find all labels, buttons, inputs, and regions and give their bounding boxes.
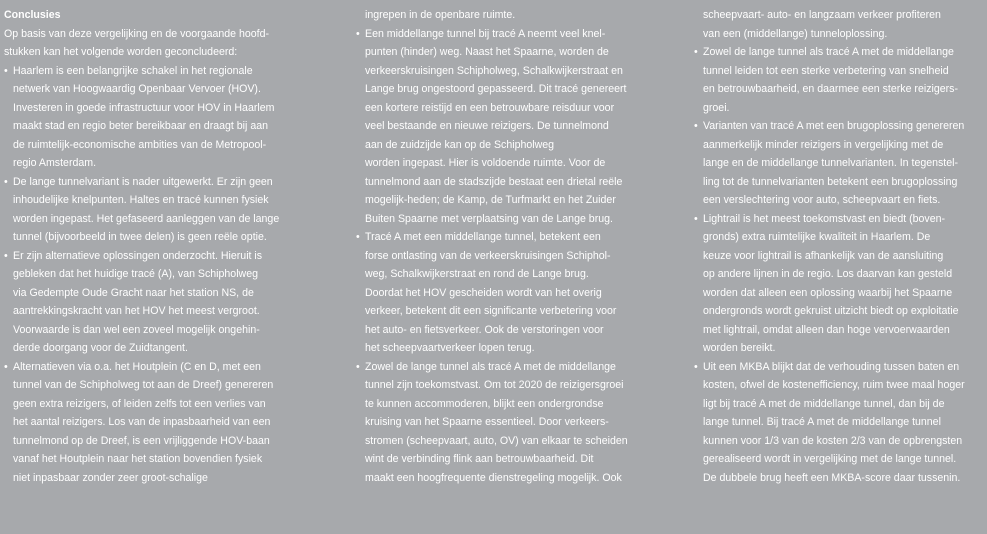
bullet-text-line: keuze voor lightrail is afhankelijk van de aansluiting: [703, 249, 944, 262]
bullet-item: [694, 117, 984, 210]
bullet-text-line: het aantal reizigers. Los van de inpasbaarheid van een: [13, 416, 271, 428]
bullet-text-line: Tracé A met een middellange tunnel, betekent een: [365, 231, 601, 243]
bullet-text-line: Haarlem is een belangrijke schakel in het regionale: [13, 64, 253, 77]
bullet-text-line: Uit een MKBA blijkt dat de verhouding tussen baten en: [703, 360, 960, 373]
bullet-text-line: een verslechtering voor auto, scheepvaart en fiets.: [703, 194, 941, 206]
bullet-text-line: worden ingepast. Het gefaseerd aanleggen van de lange: [13, 212, 280, 225]
bullet-text-line: lange tunnel. Bij tracé A met de middellange tunnel: [703, 416, 941, 428]
bullet-item: [694, 43, 984, 117]
bullet-text-line: het auto- en fietsverkeer. Ook de verstoringen voor: [365, 323, 604, 336]
bullet-text-line: mogelijk-heden; de Kamp, de Turfmarkt en het Zuider: [365, 194, 616, 206]
bullet-glyph: •: [694, 212, 698, 225]
bullet-glyph: •: [694, 46, 698, 58]
bullet-text-line: tunnel leiden tot een sterke verbetering van snelheid: [703, 64, 949, 77]
bullet-item: [694, 210, 984, 358]
bullet-text-line: gerealiseerd wordt in vergelijking met de lange tunnel.: [703, 453, 957, 465]
bullet-text-line: Doordat het HOV gescheiden wordt van het overig: [365, 286, 602, 299]
bullet-text-line: niet inpasbaar zonder zeer groot-schalige: [13, 471, 208, 484]
bullet-text-line: veel bestaande en nieuwe reizigers. De tunnelmond: [365, 120, 609, 132]
bullet-glyph: •: [694, 360, 698, 373]
intro-line: Op basis van deze vergelijking en de voorgaande hoofd-: [4, 27, 270, 40]
bullet-text-line: De lange tunnelvariant is nader uitgewerkt. Er zijn geen: [13, 175, 273, 188]
bullet-text-line: Alternatieven via o.a. het Houtplein (C en D, met een: [13, 360, 261, 373]
bullet-text-line: Varianten van tracé A met een brugoplossing genereren: [703, 120, 965, 132]
bullet-text-line: worden dat alleen een oplossing waarbij het Spaarne: [703, 286, 953, 299]
bullet-text-line: Zowel de lange tunnel als tracé A met de middellange: [365, 360, 616, 373]
bullet-text-line: een kortere reistijd en een betrouwbare reisduur voor: [365, 101, 615, 114]
bullet-text-line: met lightrail, omdat alleen dan hoge vervoerwaarden: [703, 323, 950, 336]
bullet-item: [4, 247, 322, 358]
bullet-item: [4, 62, 322, 173]
bullet-text-line: Investeren in goede infrastructuur voor HOV in Haarlem: [13, 101, 275, 114]
bullet-text-line: maakt een hoogfrequente dienstregeling mogelijk. Ook: [365, 471, 622, 484]
bullet-text-line: geen extra reizigers, of leiden zelfs tot een verlies van: [13, 397, 266, 410]
bullet-text-line: kosten, ofwel de kostenefficiency, ruim twee maal hoger: [703, 379, 965, 391]
bullet-glyph: •: [4, 249, 8, 262]
bullet-text-line: tunnel zijn toekomstvast. Om tot 2020 de reizigersgroei: [365, 379, 624, 391]
bullet-text-line: te kunnen accommoderen, blijkt een ondergrondse: [365, 397, 604, 410]
column-2: [356, 6, 666, 487]
bullet-text-line: vanaf het Houtplein naar het station bovendien fysiek: [13, 453, 263, 465]
bullet-text-line: inhoudelijke knelpunten. Haltes en tracé kunnen fysiek: [13, 194, 269, 206]
bullet-text-line: netwerk van Hoogwaardig Openbaar Vervoer (HOV).: [13, 83, 261, 95]
continuation-line: van een (middellange) tunneloplossing.: [703, 27, 888, 40]
bullet-text-line: ling tot de tunnelvarianten betekent een brugoplossing: [703, 175, 958, 188]
bullet-text-line: kunnen voor 1/3 van de kosten 2/3 van de opbrengsten: [703, 434, 963, 447]
bullet-text-line: op andere lijnen in de regio. Los daarvan kan gesteld: [703, 268, 953, 280]
bullet-text-line: lange en de middellange tunnelvarianten. In tegenstel-: [703, 157, 959, 169]
bullet-glyph: •: [694, 120, 698, 132]
bullet-text-line: aan de zuidzijde kan op de Schipholweg: [365, 138, 555, 151]
bullet-text-line: het scheepvaartverkeer lopen terug.: [365, 342, 535, 354]
bullet-text-line: stromen (scheepvaart, auto, OV) van elkaar te scheiden: [365, 434, 628, 447]
bullet-glyph: •: [356, 231, 360, 243]
bullet-text-line: regio Amsterdam.: [13, 157, 97, 169]
bullet-text-line: Er zijn alternatieve oplossingen onderzocht. Hieruit is: [13, 249, 263, 262]
bullet-glyph: •: [4, 360, 8, 373]
bullet-text-line: en betrouwbaarheid, en daarmee een sterke reizigers-: [703, 83, 958, 95]
bullet-text-line: tunnel (bijvoorbeeld in twee delen) is geen reële optie.: [13, 231, 267, 243]
bullet-text-line: worden bereikt.: [703, 342, 776, 354]
bullet-text-line: ligt bij tracé A met de middellange tunnel, dan bij de: [703, 397, 945, 410]
bullet-text-line: maakt stad en regio beter bereikbaar en draagt bij aan: [13, 120, 269, 132]
bullet-text-line: Een middellange tunnel bij tracé A neemt veel knel-: [365, 27, 606, 40]
bullet-glyph: •: [356, 360, 360, 373]
bullet-text-line: Buiten Spaarne met verplaatsing van de Lange brug.: [365, 212, 613, 225]
continuation-line: scheepvaart- auto- en langzaam verkeer profiteren: [703, 9, 941, 21]
bullet-glyph: •: [356, 27, 360, 40]
bullet-text-line: gronds) extra ruimtelijke kwaliteit in Haarlem. De: [703, 231, 931, 243]
bullet-item: [356, 358, 666, 488]
column-3: [694, 6, 984, 487]
bullet-text-line: tunnel van de Schipholweg tot aan de Dreef) genereren: [13, 379, 274, 391]
bullet-item: [4, 173, 322, 247]
bullet-item: [4, 358, 322, 488]
bullet-item: [694, 358, 984, 488]
bullet-text-line: ondergronds wordt gekruist uitzicht biedt op exploitatie: [703, 305, 959, 317]
bullet-text-line: forse ontlasting van de verkeerskruisingen Schiphol-: [365, 249, 611, 262]
bullet-text-line: Voorwaarde is dan wel een zoveel mogelijk ongehin-: [13, 323, 260, 336]
bullet-text-line: aantrekkingskracht van het HOV het meest vergroot.: [13, 305, 260, 317]
bullet-text-line: verkeer, betekent dit een significante verbetering voor: [365, 305, 617, 317]
column-1: [4, 6, 322, 487]
bullet-text-line: via Gedempte Oude Gracht naar het station NS, de: [13, 286, 254, 299]
bullet-text-line: de ruimtelijk-economische ambities van de Metropool-: [13, 138, 267, 151]
bullet-item: [356, 228, 666, 358]
bullet-text-line: punten (hinder) weg. Naast het Spaarne, worden de: [365, 46, 609, 58]
bullet-glyph: •: [4, 64, 8, 77]
bullet-text-line: kruising van het Spaarne essentieel. Door verkeers-: [365, 416, 609, 428]
bullet-item: [356, 25, 666, 229]
bullet-text-line: Zowel de lange tunnel als tracé A met de middellange: [703, 46, 954, 58]
bullet-text-line: De dubbele brug heeft een MKBA-score daar tussenin.: [703, 471, 961, 484]
bullet-text-line: derde doorgang voor de Zuidtangent.: [13, 342, 188, 354]
bullet-text-line: aanmerkelijk minder reizigers in vergelijking met de: [703, 138, 944, 151]
bullet-text-line: groei.: [703, 101, 730, 114]
intro-line: stukken kan het volgende worden geconcludeerd:: [4, 46, 238, 58]
bullet-glyph: •: [4, 175, 8, 188]
bullet-text-line: gebleken dat het huidige tracé (A), van Schipholweg: [13, 268, 258, 280]
bullet-text-line: worden ingepast. Hier is voldoende ruimte. Voor de: [365, 157, 606, 169]
bullet-text-line: weg, Schalkwijkerstraat en rond de Lange brug.: [365, 268, 589, 280]
bullet-text-line: tunnelmond op de Dreef, is een vrijliggende HOV-baan: [13, 434, 270, 447]
bullet-text-line: wint de verbinding flink aan betrouwbaarheid. Dit: [365, 453, 594, 465]
bullet-text-line: tunnelmond aan de stadszijde bestaat een drietal reële: [365, 175, 623, 188]
bullet-text-line: verkeerskruisingen Schipholweg, Schalkwijkerstraat en: [365, 64, 623, 77]
continuation-line: ingrepen in de openbare ruimte.: [365, 9, 516, 21]
bullet-text-line: Lange brug ongestoord gepasseerd. Dit tracé genereert: [365, 83, 627, 95]
section-heading: Conclusies: [4, 9, 61, 21]
bullet-text-line: Lightrail is het meest toekomstvast en biedt (boven-: [703, 212, 946, 225]
